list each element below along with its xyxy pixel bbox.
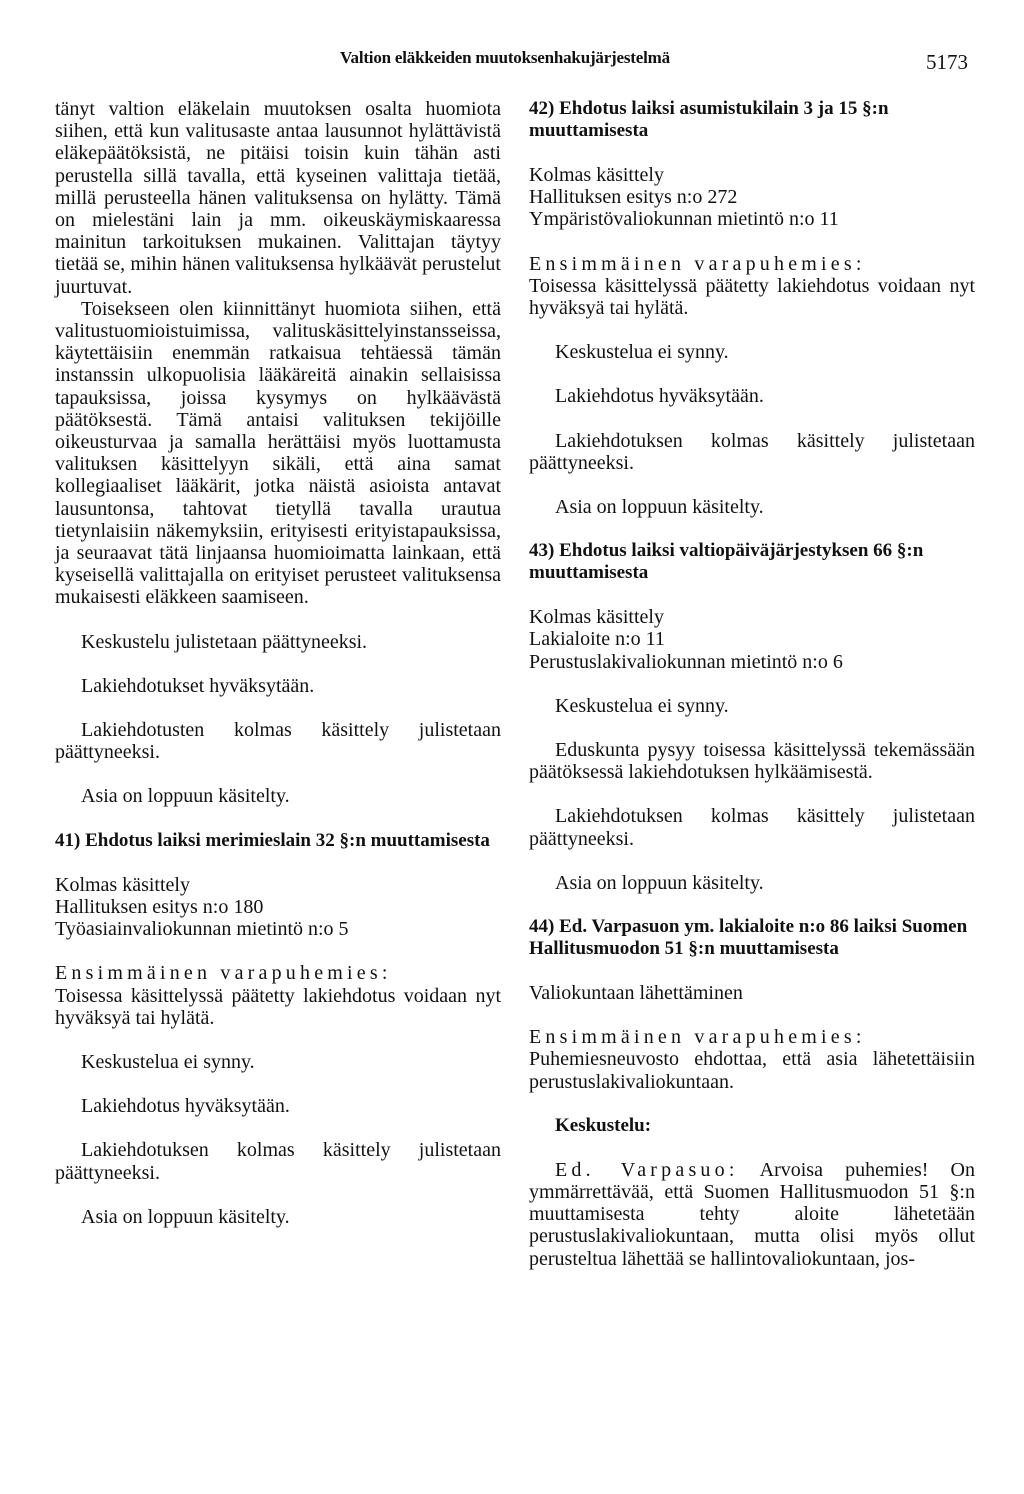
speaker-name: Ensimmäinen varapuhemies: (55, 962, 392, 985)
meta-line: Lakialoite n:o 11 (529, 628, 665, 651)
paragraph: tänyt valtion eläkelain muutoksen osalta huomiota siihen, että kun valitusaste antaa lausunnot hylättävistä eläkepäätöksistä, ne pitäisi toisin kuin tähän asti perustella sillä tavalla, että kyseinen valittaja tietää, millä perusteella hänen valituksensa on hylätty. Tämä on mielestäni lain ja mm. oikeuskäymiskaaressa mainitun tarkoituksen mukainen. Valittajan täytyy tietää se, mihin hänen valituksensa hylkäävät perustelut juurtuvat. (55, 98, 501, 298)
paragraph: Asia on loppuun käsitelty. (555, 496, 764, 519)
paragraph: Lakiehdotus hyväksytään. (81, 1095, 290, 1118)
discussion-label: Keskustelu: (555, 1114, 652, 1136)
paragraph: Asia on loppuun käsitelty. (555, 871, 764, 894)
meta-line: Kolmas käsittely (529, 606, 664, 629)
page-header (0, 48, 1024, 76)
section-heading-43: 43) Ehdotus laiksi valtiopäiväjärjestyksen 66 §:n muuttamisesta (529, 540, 924, 584)
paragraph: Keskustelu julistetaan päättyneeksi. (81, 630, 368, 653)
speaker-name: Ed. Varpasuo: (555, 1158, 739, 1181)
meta-line: Kolmas käsittely (529, 164, 664, 186)
meta-line: Kolmas käsittely (55, 873, 190, 896)
running-title: Valtion eläkkeiden muutoksenhakujärjestelmä (340, 48, 670, 67)
paragraph: Keskustelua ei synny. (555, 694, 729, 717)
speech-text: Toisessa käsittelyssä päätetty lakiehdotus voidaan nyt hyväksyä tai hylätä. (529, 274, 975, 320)
paragraph: Eduskunta pysyy toisessa käsittelyssä tekemässään päätöksessä lakiehdotuksen hylkäämisestä. (529, 739, 975, 784)
speech-text: Arvoisa puhemies! On ymmärrettävää, että Suomen Hallitusmuodon 51 §:n muuttamisesta tehty aloite lähetetään perustuslakivaliokuntaan, mutta olisi myös ollut perusteltua lähettää se hallintovaliokuntaan, jos- (529, 1158, 976, 1270)
paragraph: Lakiehdotukset hyväksytään. (81, 674, 315, 697)
meta-line: Valiokuntaan lähettäminen (529, 982, 743, 1005)
paragraph: Keskustelua ei synny. (81, 1050, 255, 1073)
speaker-name: Ensimmäinen varapuhemies: (529, 1026, 866, 1049)
meta-line: Perustuslakivaliokunnan mietintö n:o 6 (529, 650, 843, 673)
speaker-name: Ensimmäinen varapuhemies: (529, 252, 866, 275)
section-heading-44: 44) Ed. Varpasuon ym. lakialoite n:o 86 laiksi Suomen Hallitusmuodon 51 §:n muuttamisesta (529, 916, 968, 960)
speech-text: Puhemiesneuvosto ehdottaa, että asia lähetettäisiin perustuslakivaliokuntaan. (529, 1048, 975, 1093)
paragraph: Lakiehdotuksen kolmas käsittely julistetaan päättyneeksi. (529, 805, 975, 850)
meta-line: Ympäristövaliokunnan mietintö n:o 11 (529, 208, 839, 231)
meta-line: Hallituksen esitys n:o 180 (55, 895, 264, 918)
meta-line: Työasiainvaliokunnan mietintö n:o 5 (55, 918, 349, 941)
paragraph: Lakiehdotuksen kolmas käsittely julistetaan päättyneeksi. (55, 1139, 501, 1184)
paragraph: Asia on loppuun käsitelty. (81, 785, 290, 808)
speech-paragraph (529, 1159, 975, 1270)
paragraph: Lakiehdotuksen kolmas käsittely julistetaan päättyneeksi. (529, 429, 975, 474)
left-column (55, 98, 501, 1228)
paragraph: Keskustelua ei synny. (555, 341, 729, 364)
section-heading-42: 42) Ehdotus laiksi asumistukilain 3 ja 15 §:n muuttamisesta (529, 98, 889, 141)
meta-line: Hallituksen esitys n:o 272 (529, 186, 738, 209)
speech-text: Toisessa käsittelyssä päätetty lakiehdotus voidaan nyt hyväksyä tai hylätä. (55, 984, 501, 1029)
page-number: 5173 (926, 50, 968, 74)
paragraph: Toisekseen olen kiinnittänyt huomiota siihen, että valitustuomioistuimissa, valituskäsittelyinstansseissa, käytettäisiin enemmän ratkaisua tehtäessä tämän instanssin ulkopuolisia lääkäreitä ainakin sellaisissa tapauksissa, joissa kysymys on hylkäävästä päätöksestä. Tämä antaisi valituksen tekijöille oikeusturvaa ja samalla herättäisi myös luottamusta valituksen käsittelyyn sikäli, että aina samat kollegiaaliset lääkärit, jotka näistä asioista antavat lausuntonsa, tahtovat tietyllä tavalla urautua tietynlaisiin näkemyksiin, erityisesti erityistapauksissa, ja seuraavat tätä linjaansa huomioimatta lainkaan, että kyseisellä valittajalla on erityiset perusteet valituksensa mukaisesti eläkkeen saamiseen. (55, 297, 501, 609)
section-heading-41: 41) Ehdotus laiksi merimieslain 32 §:n muuttamisesta (55, 829, 490, 851)
paragraph: Asia on loppuun käsitelty. (81, 1205, 290, 1228)
paragraph: Lakiehdotusten kolmas käsittely julistetaan päättyneeksi. (55, 719, 501, 764)
paragraph: Lakiehdotus hyväksytään. (555, 385, 764, 408)
right-column (529, 98, 975, 1270)
